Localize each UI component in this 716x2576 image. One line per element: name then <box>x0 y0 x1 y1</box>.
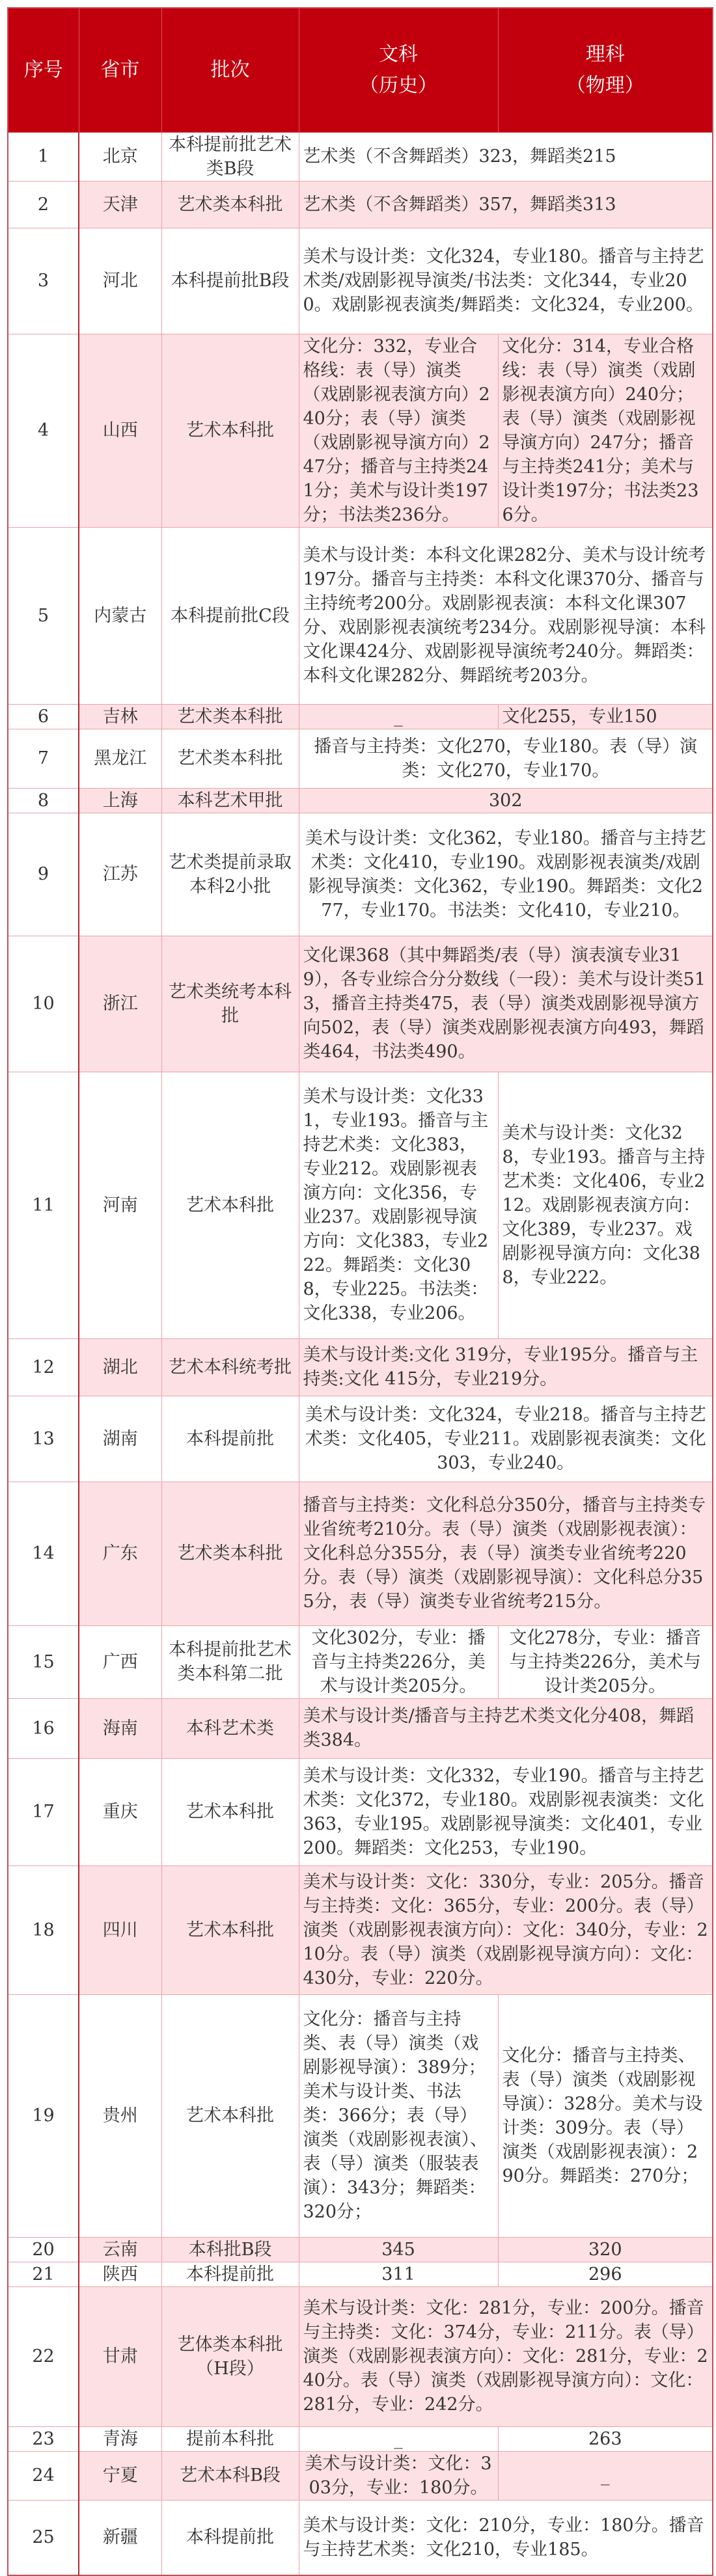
score-wenke-cell: 311 <box>299 2262 498 2286</box>
batch-cell: 艺术类本科批 <box>161 181 299 228</box>
header-like <box>498 8 713 132</box>
batch-cell: 艺术类本科批 <box>161 729 299 788</box>
score-wenke-cell: _ <box>299 2426 498 2451</box>
score-combined-cell: 艺术类（不含舞蹈类）323，舞蹈类215 <box>299 132 713 181</box>
row-number: 6 <box>8 704 79 729</box>
batch-cell: 本科提前批B段 <box>161 228 299 334</box>
score-combined-cell: 美术与设计类：本科文化课282分、美术与设计统考197分。播音与主持类：本科文化课370分、播音与主持统考200分。戏剧影视表演：本科文化课307分、戏剧影视表演统考234分。戏剧影视导演：本科文化课424分、戏剧影视导演统考240分。舞蹈类：本科文化课282分、舞蹈统考203分。 <box>299 527 713 704</box>
table-row <box>8 181 713 228</box>
score-like-cell: _ <box>498 2451 713 2500</box>
province-cell: 新疆 <box>79 2500 161 2575</box>
row-number: 16 <box>8 1698 79 1758</box>
table-row <box>8 2237 713 2262</box>
score-wenke-cell: _ <box>299 704 498 729</box>
batch-cell: 艺术本科统考批 <box>161 1338 299 1396</box>
table-row <box>8 527 713 704</box>
province-cell: 浙江 <box>79 936 161 1072</box>
art-admission-score-table <box>7 7 713 2576</box>
row-number: 1 <box>8 132 79 181</box>
province-cell: 甘肃 <box>79 2286 161 2426</box>
batch-cell: 艺术类本科批 <box>161 704 299 729</box>
row-number: 11 <box>8 1072 79 1338</box>
province-cell: 海南 <box>79 1698 161 1758</box>
score-combined-cell: 美术与设计类：文化：330分，专业：205分。播音与主持类：文化：365分，专业：200分。表（导）演类（戏剧影视表演方向）：文化：340分，专业：210分。表（导）演类（戏剧影视导演方向）：文化：430分，专业：220分。 <box>299 1865 713 1994</box>
province-cell: 广西 <box>79 1625 161 1698</box>
score-like-cell: 文化分：播音与主持类、表（导）演类（戏剧影视导演）：328分。美术与设计类：309分。表（导）演类（戏剧影视表演）：290分。舞蹈类：270分； <box>498 1994 713 2237</box>
score-combined-cell: 文化课368（其中舞蹈类/表（导）演表演专业319），各专业综合分分数线（一段）：美术与设计类513，播音主持类475，表（导）演类戏剧影视导演方向502，表（导）演类戏剧影视表演方向493，舞蹈类464，书法类490。 <box>299 936 713 1072</box>
province-cell: 宁夏 <box>79 2451 161 2500</box>
score-like-cell: 美术与设计类：文化328，专业193。播音与主持艺术类：文化406，专业212。戏剧影视表演方向：文化389，专业237。戏剧影视导演方向：文化388，专业222。 <box>498 1072 713 1338</box>
table-row <box>8 1482 713 1625</box>
batch-cell: 艺术本科批 <box>161 1994 299 2237</box>
row-number: 17 <box>8 1758 79 1865</box>
batch-cell: 本科提前批艺术类B段 <box>161 132 299 181</box>
batch-cell: 本科提前批 <box>161 1396 299 1482</box>
row-number: 2 <box>8 181 79 228</box>
score-wenke-cell: 文化分：332，专业合格线：表（导）演类（戏剧影视表演方向）240分；表（导）演类（戏剧影视导演方向）247分；播音与主持类241分；美术与设计类197分；书法类236分。 <box>299 334 498 527</box>
row-number: 12 <box>8 1338 79 1396</box>
province-cell: 湖北 <box>79 1338 161 1396</box>
province-cell: 广东 <box>79 1482 161 1625</box>
table-row <box>8 704 713 729</box>
table-row <box>8 1994 713 2237</box>
batch-cell: 本科批B段 <box>161 2237 299 2262</box>
batch-cell: 艺术类本科批 <box>161 1482 299 1625</box>
province-cell: 四川 <box>79 1865 161 1994</box>
row-number: 3 <box>8 228 79 334</box>
header-like-sub: （物理） <box>566 74 644 97</box>
province-cell: 江苏 <box>79 813 161 936</box>
row-number: 15 <box>8 1625 79 1698</box>
table-row <box>8 813 713 936</box>
score-combined-cell: 302 <box>299 788 713 813</box>
score-combined-cell: 美术与设计类：文化324，专业218。播音与主持艺术类：文化405，专业211。戏剧影视表演类：文化303，专业240。 <box>299 1396 713 1482</box>
table-row <box>8 1865 713 1994</box>
row-number: 23 <box>8 2426 79 2451</box>
row-number: 10 <box>8 936 79 1072</box>
table-header-row <box>8 8 713 132</box>
table-row <box>8 1758 713 1865</box>
score-like-cell: 文化278分，专业：播音与主持类226分，美术与设计类205分。 <box>498 1625 713 1698</box>
row-number: 24 <box>8 2451 79 2500</box>
province-cell: 上海 <box>79 788 161 813</box>
score-combined-cell: 艺术类（不含舞蹈类）357，舞蹈类313 <box>299 181 713 228</box>
table-row <box>8 1072 713 1338</box>
header-wenke-sub: （历史） <box>359 74 437 97</box>
score-like-cell: 296 <box>498 2262 713 2286</box>
province-cell: 山西 <box>79 334 161 527</box>
score-combined-cell: 美术与设计类：文化：210分，专业：180分。播音与主持艺术类：文化210，专业185。 <box>299 2500 713 2575</box>
table-row <box>8 2426 713 2451</box>
score-like-cell: 文化255，专业150 <box>498 704 713 729</box>
score-wenke-cell: 文化302分，专业：播音与主持类226分，美术与设计类205分。 <box>299 1625 498 1698</box>
row-number: 22 <box>8 2286 79 2426</box>
header-wenke <box>299 8 498 132</box>
row-number: 19 <box>8 1994 79 2237</box>
table-row <box>8 334 713 527</box>
province-cell: 黑龙江 <box>79 729 161 788</box>
batch-cell: 艺术类提前录取本科2小批 <box>161 813 299 936</box>
batch-cell: 本科艺术甲批 <box>161 788 299 813</box>
table-row <box>8 2500 713 2575</box>
score-combined-cell: 美术与设计类：文化324，专业180。播音与主持艺术类/戏剧影视导演类/书法类：文化344，专业200。戏剧影视表演类/舞蹈类：文化324，专业200。 <box>299 228 713 334</box>
header-wenke-label: 文科 <box>379 42 418 66</box>
batch-cell: 艺体类本科批（H段） <box>161 2286 299 2426</box>
batch-cell: 本科提前批 <box>161 2500 299 2575</box>
table-row <box>8 936 713 1072</box>
score-wenke-cell: 美术与设计类：文化：303分，专业：180分。 <box>299 2451 498 2500</box>
header-batch: 批次 <box>161 8 299 132</box>
score-wenke-cell: 文化分：播音与主持类、表（导）演类（戏剧影视导演）：389分；美术与设计类、书法类：366分；表（导）演类（戏剧影视表演）、表（导）演类（服装表演）：343分；舞蹈类：320分； <box>299 1994 498 2237</box>
province-cell: 贵州 <box>79 1994 161 2237</box>
score-combined-cell: 美术与设计类:文化 319分，专业195分。播音与主持类:文化 415分，专业219分。 <box>299 1338 713 1396</box>
province-cell: 河北 <box>79 228 161 334</box>
batch-cell: 本科提前批C段 <box>161 527 299 704</box>
header-province: 省市 <box>79 8 161 132</box>
province-cell: 重庆 <box>79 1758 161 1865</box>
table-row <box>8 788 713 813</box>
row-number: 5 <box>8 527 79 704</box>
province-cell: 云南 <box>79 2237 161 2262</box>
province-cell: 河南 <box>79 1072 161 1338</box>
table-row <box>8 729 713 788</box>
batch-cell: 本科提前批艺术类本科第二批 <box>161 1625 299 1698</box>
table-row <box>8 2451 713 2500</box>
province-cell: 北京 <box>79 132 161 181</box>
batch-cell: 艺术本科批 <box>161 334 299 527</box>
row-number: 14 <box>8 1482 79 1625</box>
province-cell: 青海 <box>79 2426 161 2451</box>
row-number: 8 <box>8 788 79 813</box>
table-row <box>8 132 713 181</box>
table-row <box>8 2262 713 2286</box>
score-combined-cell: 美术与设计类：文化362，专业180。播音与主持艺术类：文化410，专业190。戏剧影视表演类/戏剧影视导演类：文化362，专业190。舞蹈类：文化277，专业170。书法类：文化410，专业210。 <box>299 813 713 936</box>
table-row <box>8 2286 713 2426</box>
table-row <box>8 1698 713 1758</box>
score-combined-cell: 美术与设计类/播音与主持艺术类文化分408，舞蹈类384。 <box>299 1698 713 1758</box>
score-like-cell: 263 <box>498 2426 713 2451</box>
province-cell: 陕西 <box>79 2262 161 2286</box>
province-cell: 湖南 <box>79 1396 161 1482</box>
score-combined-cell: 播音与主持类：文化270，专业180。表（导）演类：文化270，专业170。 <box>299 729 713 788</box>
header-no: 序号 <box>8 8 79 132</box>
score-combined-cell: 播音与主持类：文化科总分350分，播音与主持类专业省统考210分。表（导）演类（戏剧影视表演）：文化科总分355分，表（导）演类专业省统考220分。表（导）演类（戏剧影视导演）：文化科总分355分，表（导）演类专业省统考215分。 <box>299 1482 713 1625</box>
row-number: 4 <box>8 334 79 527</box>
batch-cell: 艺术类统考本科批 <box>161 936 299 1072</box>
batch-cell: 艺术本科B段 <box>161 2451 299 2500</box>
score-combined-cell: 美术与设计类：文化：281分，专业：200分。播音与主持类：文化：374分，专业：211分。表（导）演类（戏剧影视表演方向）：文化：281分，专业：240分。表（导）演类（戏剧影视导演方向）：文化：281分，专业：242分。 <box>299 2286 713 2426</box>
province-cell: 天津 <box>79 181 161 228</box>
table-row <box>8 228 713 334</box>
score-wenke-cell: 美术与设计类：文化331，专业193。播音与主持艺术类：文化383，专业212。戏剧影视表演方向：文化356，专业237。戏剧影视导演方向：文化383，专业222。舞蹈类：文化308，专业225。书法类：文化338，专业206。 <box>299 1072 498 1338</box>
row-number: 20 <box>8 2237 79 2262</box>
table-row <box>8 1396 713 1482</box>
row-number: 21 <box>8 2262 79 2286</box>
row-number: 18 <box>8 1865 79 1994</box>
row-number: 9 <box>8 813 79 936</box>
table-row <box>8 1338 713 1396</box>
score-like-cell: 320 <box>498 2237 713 2262</box>
batch-cell: 艺术本科批 <box>161 1758 299 1865</box>
table-row <box>8 1625 713 1698</box>
province-cell: 吉林 <box>79 704 161 729</box>
row-number: 25 <box>8 2500 79 2575</box>
province-cell: 内蒙古 <box>79 527 161 704</box>
score-combined-cell: 美术与设计类：文化332，专业190。播音与主持艺术类：文化372，专业180。戏剧影视表演类：文化363，专业195。戏剧影视导演类：文化401，专业200。舞蹈类：文化253，专业190。 <box>299 1758 713 1865</box>
batch-cell: 艺术本科批 <box>161 1072 299 1338</box>
score-like-cell: 文化分：314，专业合格线：表（导）演类（戏剧影视表演方向）240分；表（导）演类（戏剧影视导演方向）247分；播音与主持类241分；美术与设计类197分；书法类236分。 <box>498 334 713 527</box>
score-wenke-cell: 345 <box>299 2237 498 2262</box>
header-like-label: 理科 <box>585 42 625 66</box>
row-number: 13 <box>8 1396 79 1482</box>
row-number: 7 <box>8 729 79 788</box>
batch-cell: 艺术本科批 <box>161 1865 299 1994</box>
batch-cell: 本科艺术类 <box>161 1698 299 1758</box>
batch-cell: 本科提前批 <box>161 2262 299 2286</box>
batch-cell: 提前本科批 <box>161 2426 299 2451</box>
